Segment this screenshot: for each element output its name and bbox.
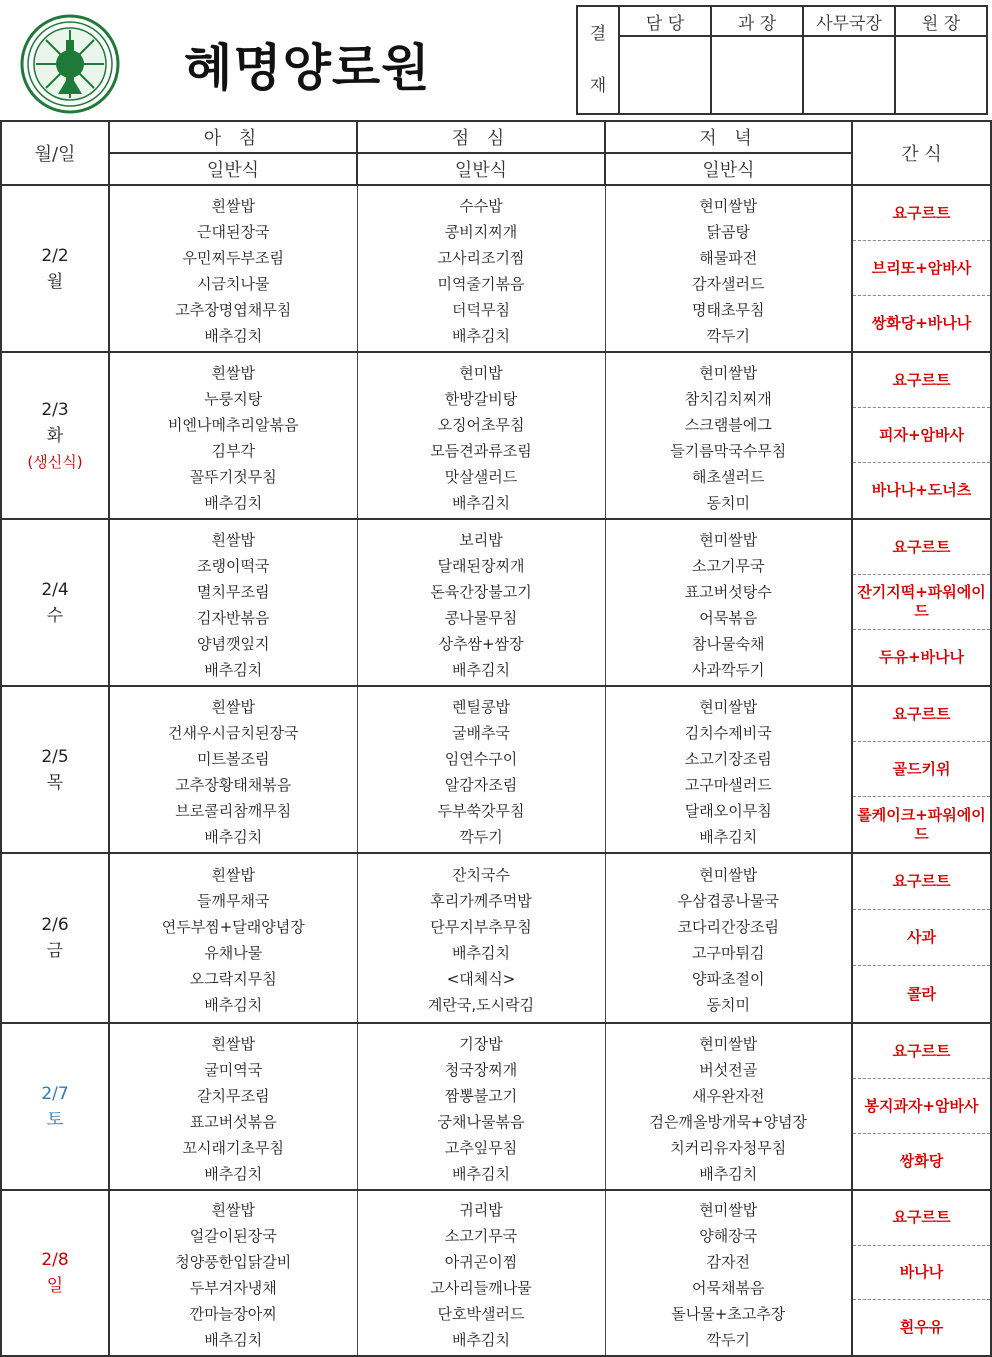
- snack-cell: [852, 1190, 991, 1356]
- menu-item: 아귀곤이찜: [444, 1252, 518, 1271]
- day-row: [1, 352, 991, 519]
- menu-item: 돌나물+초고추장: [671, 1304, 786, 1323]
- breakfast-cell: [109, 352, 357, 519]
- menu-item: 배추김치: [452, 1164, 510, 1183]
- menu-item: 청국장찌개: [444, 1060, 518, 1079]
- weekday-label: 화: [46, 425, 64, 446]
- snack-item: 요구르트: [853, 687, 990, 742]
- signature-box[interactable]: [711, 36, 803, 114]
- menu-item: 배추김치: [204, 326, 263, 345]
- menu-item: 흰쌀밥: [211, 363, 255, 382]
- menu-item: 들기름막국수무침: [670, 441, 787, 460]
- lunch-header: 점 심: [357, 121, 605, 153]
- emblem-logo: [20, 14, 120, 114]
- menu-item: 고사리들깨나물: [430, 1278, 532, 1297]
- approval-box: [576, 5, 988, 115]
- menu-item: 배추김치: [452, 326, 510, 345]
- dinner-cell: [605, 519, 852, 686]
- menu-item: 콩비지찌개: [444, 222, 518, 241]
- menu-item: 상추쌈+쌈장: [438, 634, 524, 653]
- date-label: 2/6: [41, 915, 69, 935]
- menu-item: 동치미: [706, 493, 750, 512]
- menu-item: 미역줄기볶음: [437, 274, 525, 293]
- lunch-cell: [357, 1023, 605, 1190]
- date-cell: [1, 853, 109, 1023]
- lunch-cell: [357, 185, 605, 352]
- menu-item: 달래된장찌개: [437, 556, 525, 575]
- date-header: 월/일: [1, 121, 109, 185]
- snack-item: 사과: [853, 910, 990, 966]
- dinner-cell: [605, 1023, 852, 1190]
- snack-item: 쌍화당+바나나: [871, 314, 972, 332]
- snack-item: 브리또+암바사: [853, 241, 990, 296]
- menu-item: 근대된장국: [197, 222, 270, 241]
- menu-item: 배추김치: [452, 660, 510, 679]
- snack-item: 바나나+도너츠: [871, 481, 972, 499]
- dinner-cell: [605, 185, 852, 352]
- menu-item: 맛살샐러드: [444, 467, 518, 486]
- menu-item: 오징어초무침: [437, 415, 525, 434]
- menu-item: 김치수제비국: [684, 723, 772, 742]
- snack-item: 콜라: [907, 984, 936, 1003]
- menu-item: 참치김치찌개: [684, 389, 772, 408]
- menu-item: 배추김치: [699, 827, 758, 846]
- date-cell: [1, 686, 109, 853]
- menu-item: 얼갈이된장국: [189, 1226, 277, 1245]
- menu-item: 단호박샐러드: [437, 1304, 525, 1323]
- menu-item: 감자전: [706, 1252, 750, 1271]
- menu-item: 알감자조림: [444, 775, 518, 794]
- menu-item: 배추김치: [699, 1164, 758, 1183]
- menu-item: 코다리간장조림: [677, 918, 779, 936]
- approval-role: 담 당: [619, 6, 711, 36]
- menu-item: 더덕무침: [452, 300, 510, 319]
- menu-item: 한방갈비탕: [444, 389, 518, 408]
- menu-item: 양파초절이: [692, 970, 765, 988]
- snack-item: 요구르트: [853, 520, 990, 575]
- menu-item: 배추김치: [204, 996, 263, 1014]
- snack-item: 잔기지떡+파워에이드: [853, 575, 990, 630]
- menu-item: 소고기무국: [692, 556, 765, 575]
- day-note: (생신식): [27, 452, 83, 471]
- snack-item: 흰우유: [899, 1318, 944, 1337]
- date-cell: [1, 519, 109, 686]
- menu-item: 현미쌀밥: [699, 866, 758, 884]
- date-label: 2/8: [41, 1249, 69, 1270]
- menu-item: 고사리조기찜: [437, 248, 525, 267]
- menu-item: 새우완자전: [692, 1086, 765, 1105]
- dinner-cell: [605, 853, 852, 1023]
- lunch-cell: [357, 352, 605, 519]
- menu-item: 현미밥: [459, 363, 503, 382]
- diet-type-header: 일반식: [357, 153, 605, 185]
- menu-item: 현미쌀밥: [699, 530, 758, 549]
- menu-item: 배추김치: [452, 944, 510, 962]
- menu-item: 동치미: [706, 996, 750, 1014]
- diet-type-header: 일반식: [109, 153, 357, 185]
- breakfast-cell: [109, 686, 357, 853]
- menu-item: 고구마튀김: [692, 944, 765, 962]
- menu-item: 배추김치: [452, 1330, 510, 1349]
- snack-cell: [852, 853, 991, 1023]
- weekday-label: 일: [46, 1275, 64, 1296]
- menu-item: 잔치국수: [452, 866, 510, 884]
- menu-item: 임연수구이: [444, 749, 518, 768]
- menu-item: 명태초무침: [692, 300, 765, 319]
- menu-item: 흰쌀밥: [211, 1034, 255, 1053]
- menu-item: 단무지부추무침: [430, 918, 532, 936]
- menu-item: 흰쌀밥: [211, 1200, 255, 1219]
- dinner-header: 저 녁: [605, 121, 852, 153]
- weekday-label: 금: [46, 941, 64, 961]
- diet-type-header: 일반식: [605, 153, 852, 185]
- day-row: [1, 686, 991, 853]
- menu-item: 닭곰탕: [706, 222, 750, 241]
- dinner-cell: [605, 352, 852, 519]
- menu-item: 현미쌀밥: [699, 1034, 758, 1053]
- snack-cell: [852, 1023, 991, 1190]
- date-label: 2/2: [41, 245, 69, 266]
- day-row: [1, 185, 991, 352]
- weekday-label: 토: [46, 1109, 64, 1130]
- menu-item: 미트볼조림: [197, 749, 270, 768]
- menu-item: 계란국,도시락김: [427, 996, 535, 1014]
- menu-item: 표고버섯탕수: [684, 582, 772, 601]
- menu-item: 우민찌두부조림: [182, 248, 284, 267]
- snack-item: 요구르트: [853, 1191, 990, 1246]
- menu-item: 해물파전: [699, 248, 758, 267]
- weekday-label: 수: [46, 605, 64, 626]
- menu-item: 꼴뚜기젓무침: [189, 467, 277, 486]
- menu-item: 깐마늘장아찌: [189, 1304, 277, 1323]
- menu-item: 브로콜리참깨무침: [175, 801, 292, 820]
- menu-item: 두부쑥갓무침: [437, 801, 525, 820]
- date-cell: [1, 352, 109, 519]
- snack-cell: [852, 352, 991, 519]
- menu-item: 모듬견과류조림: [430, 441, 532, 460]
- menu-item: 오그락지무침: [189, 970, 277, 988]
- signature-box[interactable]: [619, 36, 711, 114]
- snack-item: 골드키위: [853, 742, 990, 797]
- date-label: 2/7: [41, 1083, 69, 1104]
- menu-item: 배추김치: [452, 493, 510, 512]
- menu-item: 현미쌀밥: [699, 697, 758, 716]
- menu-item: 현미쌀밥: [699, 1200, 758, 1219]
- date-cell: [1, 185, 109, 352]
- menu-item: 배추김치: [204, 1330, 263, 1349]
- lunch-cell: [357, 853, 605, 1023]
- menu-item: 감자샐러드: [692, 274, 765, 293]
- snack-cell: [852, 686, 991, 853]
- menu-item: 배추김치: [204, 493, 263, 512]
- menu-item: 들깨무채국: [197, 892, 270, 910]
- signature-box[interactable]: [895, 36, 987, 114]
- approval-role: 사무국장: [803, 6, 895, 36]
- menu-item: 어묵채볶음: [692, 1278, 765, 1297]
- date-label: 2/3: [41, 399, 69, 420]
- menu-item: 흰쌀밥: [211, 530, 255, 549]
- menu-item: 고추장명엽채무침: [175, 300, 292, 319]
- menu-item: 양해장국: [699, 1226, 758, 1245]
- menu-item: 치커리유자청무침: [670, 1138, 787, 1157]
- breakfast-cell: [109, 519, 357, 686]
- menu-item: 스크램블에그: [684, 415, 772, 434]
- menu-item: 현미쌀밥: [699, 196, 758, 215]
- menu-item: 어묵볶음: [699, 608, 758, 627]
- menu-item: 사과깍두기: [692, 660, 765, 679]
- menu-item: 연두부찜+달래양념장: [161, 918, 305, 936]
- lunch-cell: [357, 1190, 605, 1356]
- menu-item: 배추김치: [204, 827, 263, 846]
- weekday-label: 월: [46, 271, 64, 292]
- menu-item: 갈치무조림: [197, 1086, 270, 1105]
- menu-item: 수수밥: [459, 196, 503, 215]
- menu-item: 김자반볶음: [197, 608, 270, 627]
- snack-cell: [852, 519, 991, 686]
- snack-item: 봉지과자+암바사: [853, 1079, 990, 1134]
- page-title: 혜명양로원: [184, 39, 431, 97]
- snack-item: 요구르트: [853, 353, 990, 408]
- menu-item: 김부각: [211, 441, 255, 460]
- menu-item: 해초샐러드: [692, 467, 765, 486]
- menu-item: 콩나물무침: [444, 608, 518, 627]
- menu-item: 두부겨자냉채: [189, 1278, 277, 1297]
- approval-role: 원 장: [895, 6, 987, 36]
- snack-item: 요구르트: [853, 1024, 990, 1079]
- dinner-cell: [605, 1190, 852, 1356]
- menu-item: 우삼겹콩나물국: [677, 892, 779, 910]
- snack-cell: [852, 185, 991, 352]
- menu-item: 후리가께주먹밥: [430, 892, 532, 910]
- day-row: [1, 853, 991, 1023]
- menu-item: 귀리밥: [459, 1200, 503, 1219]
- menu-item: 돈육간장불고기: [430, 582, 532, 601]
- menu-item: 고구마샐러드: [684, 775, 772, 794]
- menu-item: 시금치나물: [197, 274, 270, 293]
- menu-item: 굴미역국: [204, 1060, 263, 1079]
- breakfast-cell: [109, 853, 357, 1023]
- snack-item: 두유+바나나: [878, 648, 965, 666]
- snack-header: 간 식: [852, 121, 991, 185]
- menu-item: 보리밥: [459, 530, 503, 549]
- menu-item: 고추장황태채볶음: [175, 775, 292, 794]
- menu-item: 소고기무국: [444, 1226, 518, 1245]
- menu-item: 표고버섯볶음: [189, 1112, 277, 1131]
- date-cell: [1, 1190, 109, 1356]
- menu-item: 배추김치: [204, 1164, 263, 1183]
- breakfast-cell: [109, 1190, 357, 1356]
- menu-item: 렌틸콩밥: [452, 697, 510, 716]
- snack-item: 요구르트: [853, 186, 990, 241]
- snack-item: 롤케이크+파워에이드: [857, 805, 986, 843]
- date-label: 2/5: [41, 746, 69, 767]
- breakfast-header: 아 침: [109, 121, 357, 153]
- approval-label: 결 재: [577, 6, 619, 114]
- snack-item: 피자+암바사: [853, 408, 990, 463]
- lunch-cell: [357, 686, 605, 853]
- menu-item: 유채나물: [204, 944, 263, 962]
- menu-item: 건새우시금치된장국: [168, 723, 299, 742]
- date-label: 2/4: [41, 579, 69, 600]
- lunch-cell: [357, 519, 605, 686]
- day-row: [1, 1023, 991, 1190]
- menu-item: 깍두기: [459, 827, 503, 846]
- menu-item: 비엔나메추리알볶음: [168, 415, 299, 434]
- menu-item: 달래오이무침: [684, 801, 772, 820]
- breakfast-cell: [109, 1023, 357, 1190]
- menu-item: 버섯전골: [699, 1060, 758, 1079]
- meal-table: [0, 120, 992, 1357]
- menu-item: 소고기장조림: [684, 749, 772, 768]
- snack-item: 요구르트: [853, 854, 990, 910]
- menu-item: 깍두기: [706, 1330, 750, 1349]
- menu-item: 현미쌀밥: [699, 363, 758, 382]
- menu-item: 짬뽕불고기: [444, 1086, 518, 1105]
- menu-item: 흰쌀밥: [211, 196, 255, 215]
- menu-item: 굴배추국: [452, 723, 510, 742]
- menu-item: 조랭이떡국: [197, 556, 270, 575]
- page-header: [0, 0, 992, 118]
- menu-item: 기장밥: [459, 1034, 503, 1053]
- menu-item: 고추잎무침: [444, 1138, 518, 1157]
- day-row: [1, 1190, 991, 1356]
- menu-item: 궁채나물볶음: [437, 1112, 525, 1131]
- menu-item: 양념깻잎지: [197, 634, 270, 653]
- menu-item: 참나물숙채: [692, 634, 765, 653]
- menu-item: 흰쌀밥: [211, 866, 255, 884]
- weekday-label: 목: [46, 772, 64, 793]
- snack-item: 바나나: [853, 1246, 990, 1301]
- menu-item: 멸치무조림: [197, 582, 270, 601]
- days-body: [1, 185, 991, 1356]
- menu-item: 청양풍한입닭갈비: [175, 1252, 292, 1271]
- approval-role: 과 장: [711, 6, 803, 36]
- signature-box[interactable]: [803, 36, 895, 114]
- menu-item: 누룽지탕: [204, 389, 263, 408]
- menu-item: 흰쌀밥: [211, 697, 255, 716]
- menu-item: 꼬시래기초무침: [182, 1138, 284, 1157]
- menu-item: <대체식>: [446, 970, 516, 988]
- breakfast-cell: [109, 185, 357, 352]
- date-cell: [1, 1023, 109, 1190]
- menu-item: 깍두기: [706, 326, 750, 345]
- dinner-cell: [605, 686, 852, 853]
- menu-item: 검은깨올방개묵+양념장: [649, 1112, 807, 1131]
- day-row: [1, 519, 991, 686]
- snack-item: 쌍화당: [899, 1152, 944, 1170]
- menu-item: 배추김치: [204, 660, 263, 679]
